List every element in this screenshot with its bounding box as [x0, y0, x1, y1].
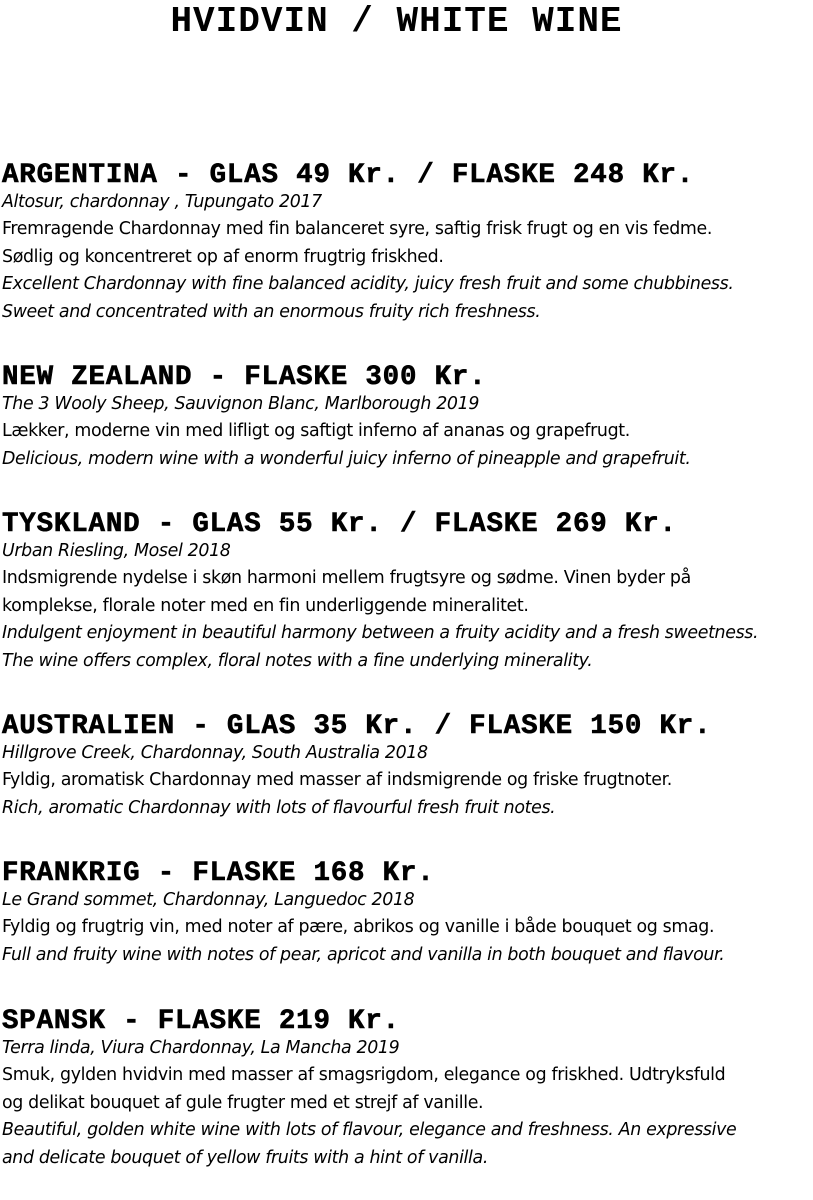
- description-danish-line: og delikat bouquet af gule frugter med et strejf af vanille.: [2, 1092, 484, 1113]
- description-danish-line: Indsmigrende nydelse i skøn harmoni mellem frugtsyre og sødme. Vinen byder på: [2, 568, 691, 589]
- section-heading: ARGENTINA - GLAS 49 Kr. / FLASKE 248 Kr.: [2, 160, 695, 191]
- description-danish-line: Lækker, moderne vin med lifligt og saftigt inferno af ananas og grapefrugt.: [2, 421, 630, 442]
- description-english-line: Beautiful, golden white wine with lots of flavour, elegance and freshness. An expressive: [2, 1120, 737, 1141]
- description-english-line: Full and fruity wine with notes of pear, apricot and vanilla in both bouquet and flavour.: [2, 944, 725, 965]
- description-english-line: Sweet and concentrated with an enormous fruity rich freshness.: [2, 301, 541, 322]
- page-title: HVIDVIN / WHITE WINE: [170, 1, 623, 42]
- description-danish-line: komplekse, florale noter med en fin underliggende mineralitet.: [2, 595, 529, 616]
- section-heading: FRANKRIG - FLASKE 168 Kr.: [2, 858, 435, 889]
- wine-section-frankrig: [2, 858, 810, 969]
- wine-name: Altosur, chardonnay , Tupungato 2017: [2, 192, 322, 212]
- wine-name: Hillgrove Creek, Chardonnay, South Australia 2018: [2, 743, 428, 763]
- wine-section-australien: [2, 711, 810, 822]
- section-heading: NEW ZEALAND - FLASKE 300 Kr.: [2, 362, 487, 393]
- description-english-line: and delicate bouquet of yellow fruits with a hint of vanilla.: [2, 1147, 489, 1168]
- section-heading: TYSKLAND - GLAS 55 Kr. / FLASKE 269 Kr.: [2, 509, 677, 540]
- description-english-line: The wine offers complex, floral notes with a fine underlying minerality.: [2, 650, 593, 671]
- wine-name: Terra linda, Viura Chardonnay, La Mancha 2019: [2, 1038, 400, 1058]
- description-danish-line: Fremragende Chardonnay med fin balanceret syre, saftig frisk frugt og en vis fedme.: [2, 219, 713, 240]
- description-english-line: Rich, aromatic Chardonnay with lots of flavourful fresh fruit notes.: [2, 797, 556, 818]
- wine-name: Le Grand sommet, Chardonnay, Languedoc 2018: [2, 890, 415, 910]
- description-danish-line: Smuk, gylden hvidvin med masser af smagsrigdom, elegance og friskhed. Udtryksfuld: [2, 1065, 726, 1086]
- section-heading: AUSTRALIEN - GLAS 35 Kr. / FLASKE 150 Kr.: [2, 711, 712, 742]
- description-english-line: Indulgent enjoyment in beautiful harmony between a fruity acidity and a fresh sweetness.: [2, 623, 759, 644]
- wine-section-spansk: [2, 1006, 810, 1172]
- description-danish-line: Sødlig og koncentreret op af enorm frugtrig friskhed.: [2, 246, 444, 267]
- description-english-line: Delicious, modern wine with a wonderful juicy inferno of pineapple and grapefruit.: [2, 448, 691, 469]
- wine-section-new-zealand: [2, 362, 810, 473]
- description-english-line: Excellent Chardonnay with fine balanced acidity, juicy fresh fruit and some chubbiness.: [2, 274, 734, 295]
- wine-section-argentina: [2, 160, 810, 326]
- description-danish-line: Fyldig, aromatisk Chardonnay med masser af indsmigrende og friske frugtnoter.: [2, 770, 672, 791]
- section-heading: SPANSK - FLASKE 219 Kr.: [2, 1006, 400, 1037]
- wine-section-tyskland: [2, 509, 810, 675]
- description-danish-line: Fyldig og frugtrig vin, med noter af pære, abrikos og vanille i både bouquet og smag.: [2, 917, 715, 938]
- wine-name: Urban Riesling, Mosel 2018: [2, 541, 231, 561]
- wine-name: The 3 Wooly Sheep, Sauvignon Blanc, Marlborough 2019: [2, 394, 480, 414]
